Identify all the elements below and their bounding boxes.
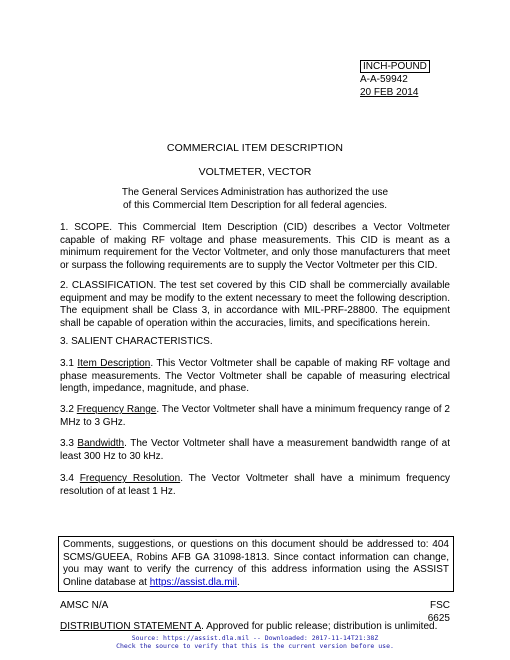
comments-end: . xyxy=(237,576,240,588)
intro-statement: The General Services Administration has authorized the use of this Commercial Item Description for all federal agencies. xyxy=(121,187,389,211)
inch-pound-label: INCH-POUND xyxy=(360,60,430,73)
document-number: A-A-59942 xyxy=(360,74,408,85)
section-text: . This Vector Voltmeter shall be capable of making RF voltage and phase measurements. The Vector Voltmeter shall be capable of measuring electrical length, impedance, magnitude, and phase. xyxy=(60,358,451,394)
distribution-text: . Approved for public release; distribution is unlimited. xyxy=(201,621,438,632)
salient-heading: 3. SALIENT CHARACTERISTICS. xyxy=(60,336,213,347)
section-number: 3.2 xyxy=(60,404,77,415)
comments-box xyxy=(58,536,454,592)
amsc-label: AMSC N/A xyxy=(60,600,109,611)
section-heading: Frequency Resolution xyxy=(79,473,181,484)
section-heading: Bandwidth xyxy=(77,438,125,449)
section-number: 3.3 xyxy=(60,438,78,449)
document-title: COMMERCIAL ITEM DESCRIPTION xyxy=(166,142,344,154)
section-heading: Frequency Range xyxy=(76,404,157,415)
distribution-statement xyxy=(60,621,460,634)
bandwidth-paragraph xyxy=(60,438,450,463)
section-text: . The Vector Voltmeter shall have a minimum frequency range of 2 MHz to 3 GHz. xyxy=(60,404,450,428)
document-subtitle: VOLTMETER, VECTOR xyxy=(198,166,312,178)
comments-text: Comments, suggestions, or questions on this document should be addressed to: 404 SCMS/GUEEA, Robins AFB GA 31098-1813. Since contact information can change, you may want to verify the currency of this address information using the ASSIST Online database at xyxy=(63,539,449,588)
source-line-1: Source: https://assist.dla.mil -- Downloaded: 2017-11-14T21:38Z xyxy=(131,634,379,642)
frequency-resolution-paragraph xyxy=(60,473,450,498)
scope-paragraph: 1. SCOPE. This Commercial Item Description (CID) describes a Vector Voltmeter capable of making RF voltage and phase measurements. This CID is meant as a minimum requirement for the Vector Voltmeter, and only those manufacturers that meet or surpass the following requirements are to supply the Vector Voltmeter per this CID. xyxy=(60,222,450,271)
assist-link[interactable]: https://assist.dla.mil xyxy=(149,576,237,588)
section-text: . The Vector Voltmeter shall have a minimum frequency resolution of at least 1 Hz. xyxy=(60,473,450,497)
fsc-label: FSC 6625 xyxy=(427,600,450,624)
item-description-paragraph xyxy=(60,358,450,396)
source-line-2: Check the source to verify that this is the current version before use. xyxy=(116,642,394,650)
section-heading: Item Description xyxy=(77,358,151,369)
document-date: 20 FEB 2014 xyxy=(360,87,419,98)
section-number: 3.4 xyxy=(60,473,80,484)
classification-paragraph: 2. CLASSIFICATION. The test set covered by this CID shall be commercially available equipment and may be modify to the extent necessary to meet the following description. The equipment shall be Class 3, in accordance with MIL-PRF-28800. The equipment shall be capable of operation within the accuracies, limits, and specifications herein. xyxy=(60,280,450,329)
section-number: 3.1 xyxy=(60,358,78,369)
document-header xyxy=(360,60,432,99)
section-text: . The Vector Voltmeter shall have a measurement bandwidth range of at least 300 Hz to 30 kHz. xyxy=(60,438,450,462)
frequency-range-paragraph xyxy=(60,404,450,429)
source-watermark xyxy=(60,634,450,650)
distribution-label: DISTRIBUTION STATEMENT A xyxy=(60,621,202,632)
